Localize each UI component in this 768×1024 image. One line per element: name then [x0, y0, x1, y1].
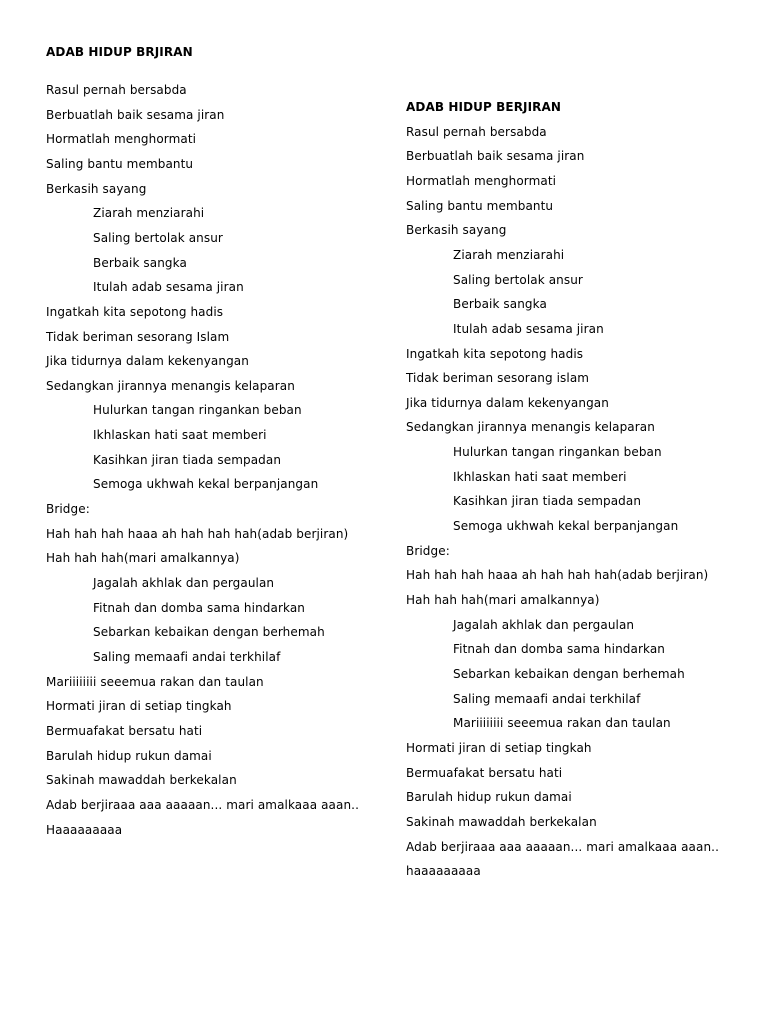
left-lyric-line: Ziarah menziarahi [93, 206, 205, 221]
right-lyric-line: Berbuatlah baik sesama jiran [406, 149, 585, 164]
right-lyric-line: Saling bantu membantu [406, 198, 554, 213]
left-lyric-line: Mariiiiiiii seeemua rakan dan taulan [46, 674, 264, 689]
right-lyric-line: Hormati jiran di setiap tingkah [406, 740, 592, 755]
left-lyric-line: Ikhlaskan hati saat memberi [93, 428, 267, 443]
left-lyric-line: Rasul pernah bersabda [46, 83, 187, 97]
right-lyric-line: Itulah adab sesama jiran [453, 321, 604, 336]
left-lyric-line: Berkasih sayang [46, 181, 147, 196]
right-lyric-line: Adab berjiraaa aaa aaaaan... mari amalkaaa aaan.. [406, 839, 719, 854]
left-lyric-line: Fitnah dan domba sama hindarkan [93, 600, 305, 615]
left-lyric-line: Berbuatlah baik sesama jiran [46, 107, 225, 122]
left-lyric-line: Bermuafakat bersatu hati [46, 723, 203, 738]
right-lyric-line: Bermuafakat bersatu hati [406, 765, 563, 780]
left-lyric-line: Jika tidurnya dalam kekenyangan [46, 354, 249, 369]
right-lyric-line: Sebarkan kebaikan dengan berhemah [453, 666, 685, 681]
left-lyric-line: Sebarkan kebaikan dengan berhemah [93, 625, 325, 640]
right-lyric-line: Semoga ukhwah kekal berpanjangan [453, 519, 679, 534]
right-lyric-line: Ikhlaskan hati saat memberi [453, 469, 627, 484]
right-lyric-line: Saling memaafi andai terkhilaf [453, 691, 641, 706]
right-lyric-line: Saling bertolak ansur [453, 272, 583, 287]
right-lyric-line: Hulurkan tangan ringankan beban [453, 445, 662, 460]
right-lyric-line: Ingatkah kita sepotong hadis [406, 346, 584, 361]
left-lyric-line: Hah hah hah haaa ah hah hah hah(adab berjiran) [46, 526, 349, 541]
right-lyric-line: Hah hah hah haaa ah hah hah hah(adab berjiran) [406, 568, 709, 583]
left-lyric-line: Hulurkan tangan ringankan beban [93, 403, 302, 418]
right-lyric-line: Tidak beriman sesorang islam [406, 371, 590, 386]
left-lyric-line: Saling bantu membantu [46, 156, 194, 171]
right-lyric-line: Sakinah mawaddah berkekalan [406, 814, 597, 829]
left-lyric-line: Saling bertolak ansur [93, 230, 223, 245]
right-lyric-line: Berbaik sangka [453, 297, 547, 312]
left-lyric-line: Sedangkan jirannya menangis kelaparan [46, 378, 295, 393]
right-lyric-line: Berkasih sayang [406, 223, 507, 238]
left-lyric-line: Itulah adab sesama jiran [93, 280, 244, 295]
right-lyric-line: Rasul pernah bersabda [406, 124, 547, 139]
right-lyric-line: Kasihkan jiran tiada sempadan [453, 494, 642, 509]
left-lyric-line: Saling memaafi andai terkhilaf [93, 649, 281, 664]
left-lyric-line: Sakinah mawaddah berkekalan [46, 773, 237, 788]
right-lyric-line: Bridge: [406, 543, 450, 558]
left-lyric-line: Jagalah akhlak dan pergaulan [93, 576, 275, 590]
right-lyric-line: Jika tidurnya dalam kekenyangan [406, 395, 609, 410]
left-lyric-line: Semoga ukhwah kekal berpanjangan [93, 477, 319, 492]
right-lyric-line: Sedangkan jirannya menangis kelaparan [406, 420, 655, 435]
left-lyric-line: Tidak beriman sesorang Islam [46, 329, 230, 344]
right-lyric-line: Hormatlah menghormati [406, 173, 557, 188]
left-lyric-line: Haaaaaaaaa [46, 822, 123, 837]
right-lyric-line: Hah hah hah(mari amalkannya) [406, 593, 600, 607]
left-lyric-line: Hah hah hah(mari amalkannya) [46, 551, 240, 566]
left-title: ADAB HIDUP BRJIRAN [46, 45, 193, 59]
right-lyric-line: haaaaaaaaa [406, 864, 481, 879]
left-lyric-line: Hormatlah menghormati [46, 132, 197, 147]
right-lyric-line: Jagalah akhlak dan pergaulan [453, 617, 635, 632]
left-lyric-line: Adab berjiraaa aaa aaaaan... mari amalkaaa aaan.. [46, 797, 359, 812]
left-lyric-line: Kasihkan jiran tiada sempadan [93, 452, 282, 467]
left-lyric-line: Bridge: [46, 502, 90, 517]
right-lyric-line: Barulah hidup rukun damai [406, 790, 572, 805]
right-title: ADAB HIDUP BERJIRAN [406, 100, 562, 114]
right-lyric-line: Mariiiiiiii seeemua rakan dan taulan [453, 716, 671, 731]
right-lyric-line: Ziarah menziarahi [453, 247, 565, 262]
left-lyric-line: Hormati jiran di setiap tingkah [46, 699, 232, 714]
right-lyric-line: Fitnah dan domba sama hindarkan [453, 642, 665, 657]
left-lyric-line: Ingatkah kita sepotong hadis [46, 304, 224, 319]
left-lyric-line: Berbaik sangka [93, 255, 187, 270]
left-lyric-line: Barulah hidup rukun damai [46, 748, 212, 763]
